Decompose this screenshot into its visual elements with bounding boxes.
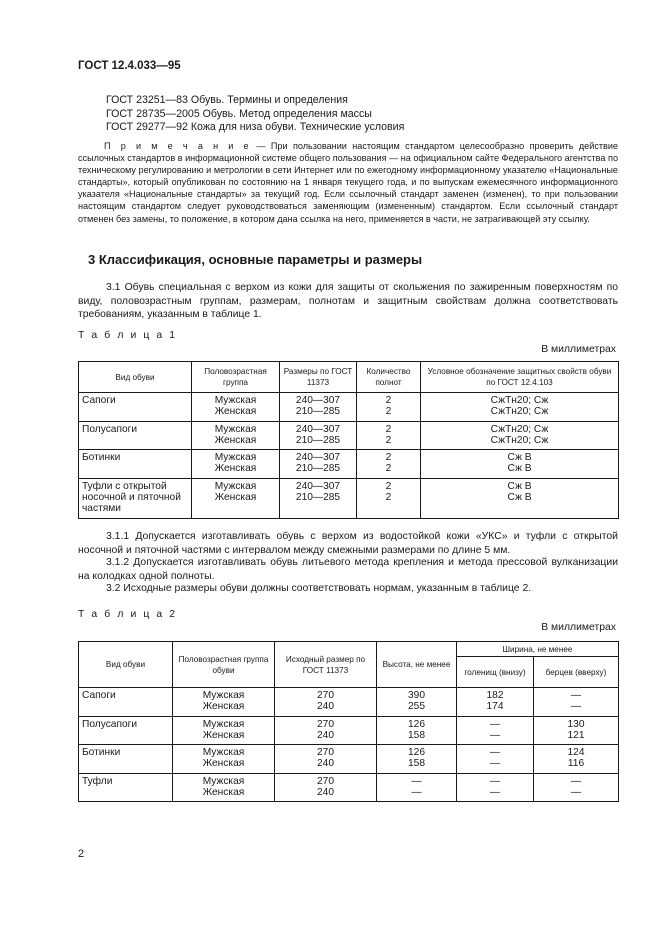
- table-header-cell: голенищ (внизу): [457, 657, 534, 688]
- table-cell: Полусапоги: [79, 421, 192, 450]
- cell-line: Женская: [202, 701, 245, 713]
- cell-line: 2: [385, 492, 392, 504]
- cell-line: Мужская: [202, 747, 245, 759]
- cell-line: Женская: [202, 729, 245, 741]
- table-cell: [421, 450, 619, 479]
- cell-line: —: [489, 747, 501, 759]
- table-cell: [377, 716, 457, 745]
- table-cell: Сапоги: [79, 688, 173, 717]
- cell-line: —: [489, 775, 501, 787]
- table-cell: [357, 450, 421, 479]
- document-header: ГОСТ 12.4.033—95: [78, 60, 181, 72]
- page-number: 2: [78, 848, 85, 860]
- table-cell: Ботинки: [79, 745, 173, 774]
- cell-line: 2: [385, 423, 392, 435]
- table-row: [79, 773, 619, 802]
- cell-line: 124: [567, 747, 585, 759]
- cell-line: 240: [317, 787, 334, 799]
- table-cell: [192, 393, 280, 422]
- table-cell: [275, 688, 377, 717]
- table-cell: [421, 393, 619, 422]
- cell-line: Мужская: [214, 423, 257, 435]
- cell-line: 240—307: [295, 480, 341, 492]
- cell-line: Женская: [214, 463, 257, 475]
- cell-line: 240—307: [295, 423, 341, 435]
- table-cell: [192, 421, 280, 450]
- cell-line: Мужская: [202, 690, 245, 701]
- cell-line: 210—285: [295, 406, 341, 418]
- table1-unit: В миллиметрах: [541, 344, 616, 355]
- cell-line: СжТн20; Сж: [490, 423, 549, 435]
- table-header-cell: Половозрастная группа: [192, 362, 280, 393]
- cell-line: 240: [317, 729, 334, 741]
- table-cell: Туфли с открытой носочной и пяточной частями: [79, 478, 192, 518]
- cell-line: 240—307: [295, 395, 341, 406]
- cell-line: Мужская: [214, 395, 257, 406]
- cell-line: 270: [317, 690, 334, 701]
- paragraph-text: 3.1 Обувь специальная с верхом из кожи для защиты от скольжения по зажиренным поверхностям по виду, половозрастным группам, размерам, полнотам и защитным свойствам должна соответствовать требованиям, указанным в таблице 1.: [78, 282, 618, 320]
- paragraph-3-1-1: [78, 530, 618, 557]
- cell-line: 210—285: [295, 492, 341, 504]
- table-cell: [173, 688, 275, 717]
- table-header-cell: Количество полнот: [357, 362, 421, 393]
- reference-item: ГОСТ 28735—2005 Обувь. Метод определения массы: [106, 107, 372, 120]
- table-header-cell: Размеры по ГОСТ 11373: [280, 362, 357, 393]
- table-cell: [275, 716, 377, 745]
- paragraph-3-1-2: [78, 556, 618, 583]
- cell-line: —: [489, 729, 501, 741]
- table-cell: [280, 393, 357, 422]
- cell-line: Сж В: [507, 452, 532, 464]
- cell-line: —: [570, 690, 582, 701]
- cell-line: 121: [567, 729, 585, 741]
- cell-line: 126: [408, 747, 425, 759]
- table-cell: [534, 745, 619, 774]
- table-cell: [280, 421, 357, 450]
- table-cell: [534, 716, 619, 745]
- table-header-cell: берцев (вверху): [534, 657, 619, 688]
- table-row: [79, 478, 619, 518]
- table2-caption: Т а б л и ц а 2: [78, 609, 178, 620]
- table-cell: [192, 478, 280, 518]
- cell-line: СжТн20; Сж: [490, 395, 549, 406]
- table-cell: [280, 478, 357, 518]
- table-cell: [275, 745, 377, 774]
- cell-line: —: [489, 718, 501, 730]
- cell-line: —: [570, 701, 582, 713]
- cell-line: СжТн20; Сж: [490, 434, 549, 446]
- table-cell: [377, 745, 457, 774]
- table-row: [79, 688, 619, 717]
- table-cell: [173, 745, 275, 774]
- cell-line: 240—307: [295, 452, 341, 464]
- table-header-cell: Ширина, не менее: [457, 642, 619, 657]
- cell-line: 390: [408, 690, 425, 701]
- table-cell: [192, 450, 280, 479]
- cell-line: 270: [317, 718, 334, 730]
- cell-line: 240: [317, 701, 334, 713]
- table-row: [79, 421, 619, 450]
- cell-line: 116: [567, 758, 585, 770]
- cell-line: Женская: [214, 492, 257, 504]
- cell-line: 270: [317, 747, 334, 759]
- cell-line: —: [570, 775, 582, 787]
- table-header-cell: Условное обозначение защитных свойств обуви по ГОСТ 12.4.103: [421, 362, 619, 393]
- table-cell: [280, 450, 357, 479]
- note-text: — При пользовании настоящим стандартом целесообразно проверить действие ссылочных стандартов в информационной системе общего пользования — на официальном сайте Федерального агентства по техническому регулированию и метрологии в сети Интернет или по ежегодному информационному указателю «Национальные стандарты», который опубликован по состоянию на 1 января текущего года, и по выпускам ежемесячного информационного указателя «Национальные стандарты» за текущий год. Если ссылочный стандарт заменен (изменен), то при пользовании настоящим стандартом следует руководствоваться заменяющим (измененным) стандартом. Если ссылочный стандарт отменен без замены, то положение, в котором дана ссылка на него, применяется в части, не затрагивающей эту ссылку.: [78, 141, 618, 224]
- section-heading: 3 Классификация, основные параметры и размеры: [88, 252, 423, 267]
- cell-line: 2: [385, 463, 392, 475]
- table-cell: [357, 421, 421, 450]
- cell-line: Мужская: [202, 718, 245, 730]
- table-cell: [357, 393, 421, 422]
- table-cell: [421, 478, 619, 518]
- cell-line: 2: [385, 406, 392, 418]
- cell-line: 240: [317, 758, 334, 770]
- table2: [78, 641, 619, 802]
- reference-item: ГОСТ 29277—92 Кожа для низа обуви. Технические условия: [106, 121, 405, 133]
- paragraph-text: 3.1.2 Допускается изготавливать обувь литьевого метода крепления и метода прессовой вулканизации на колодках одной полноты.: [78, 557, 618, 582]
- cell-line: Сж В: [507, 492, 532, 504]
- table-cell: [421, 421, 619, 450]
- paragraph-3-2: [78, 582, 618, 596]
- table-cell: [173, 716, 275, 745]
- cell-line: —: [489, 787, 501, 799]
- table-cell: [534, 688, 619, 717]
- cell-line: 255: [408, 701, 425, 713]
- table-cell: [377, 688, 457, 717]
- cell-line: 174: [486, 701, 504, 713]
- table-row: [79, 716, 619, 745]
- table-header-cell: Высота, не менее: [377, 642, 457, 688]
- paragraph-text: 3.1.1 Допускается изготавливать обувь с верхом из водостойкой кожи «УКС» и туфли с открытой носочной и пяточной частями с интервалом между смежными размерами по длине 5 мм.: [78, 531, 618, 556]
- table-header-cell: Половозрастная группа обуви: [173, 642, 275, 688]
- table-cell: [457, 773, 534, 802]
- table-row: [79, 393, 619, 422]
- table1: [78, 361, 619, 519]
- table2-unit: В миллиметрах: [541, 622, 616, 633]
- paragraph-3-1: [78, 281, 618, 322]
- table-cell: Туфли: [79, 773, 173, 802]
- cell-line: 130: [567, 718, 585, 730]
- table-row: [79, 450, 619, 479]
- cell-line: Женская: [202, 758, 245, 770]
- cell-line: 158: [408, 758, 425, 770]
- cell-line: —: [570, 787, 582, 799]
- table-cell: [275, 773, 377, 802]
- cell-line: 126: [408, 718, 425, 730]
- references-list: [106, 94, 404, 135]
- cell-line: Сж В: [507, 463, 532, 475]
- cell-line: Женская: [214, 406, 257, 418]
- cell-line: Женская: [214, 434, 257, 446]
- table-cell: [534, 773, 619, 802]
- cell-line: 2: [385, 395, 392, 406]
- cell-line: 210—285: [295, 463, 341, 475]
- cell-line: —: [411, 787, 422, 799]
- table-cell: [377, 773, 457, 802]
- cell-line: 270: [317, 775, 334, 787]
- note-paragraph: [78, 140, 618, 225]
- table1-caption: Т а б л и ц а 1: [78, 330, 178, 341]
- table-cell: Ботинки: [79, 450, 192, 479]
- reference-item: ГОСТ 23251—83 Обувь. Термины и определения: [106, 94, 348, 106]
- cell-line: Мужская: [214, 452, 257, 464]
- cell-line: 2: [385, 452, 392, 464]
- cell-line: 2: [385, 434, 392, 446]
- cell-line: —: [411, 775, 422, 787]
- cell-line: 2: [385, 480, 392, 492]
- table-header-cell: Вид обуви: [79, 362, 192, 393]
- table-header-cell: Вид обуви: [79, 642, 173, 688]
- note-label: П р и м е ч а н и е: [104, 141, 252, 151]
- cell-line: 182: [486, 690, 504, 701]
- table-cell: [457, 716, 534, 745]
- table-cell: [357, 478, 421, 518]
- cell-line: —: [489, 758, 501, 770]
- cell-line: СжТн20; Сж: [490, 406, 549, 418]
- table-row: [79, 745, 619, 774]
- table-cell: [173, 773, 275, 802]
- cell-line: Женская: [202, 787, 245, 799]
- cell-line: 210—285: [295, 434, 341, 446]
- table-header-cell: Исходный размер по ГОСТ 11373: [275, 642, 377, 688]
- cell-line: Мужская: [202, 775, 245, 787]
- cell-line: Мужская: [214, 480, 257, 492]
- cell-line: Сж В: [507, 480, 532, 492]
- table-cell: [457, 745, 534, 774]
- table-cell: [457, 688, 534, 717]
- paragraph-text: 3.2 Исходные размеры обуви должны соответствовать нормам, указанным в таблице 2.: [106, 583, 532, 594]
- table-cell: Сапоги: [79, 393, 192, 422]
- cell-line: 158: [408, 729, 425, 741]
- table-cell: Полусапоги: [79, 716, 173, 745]
